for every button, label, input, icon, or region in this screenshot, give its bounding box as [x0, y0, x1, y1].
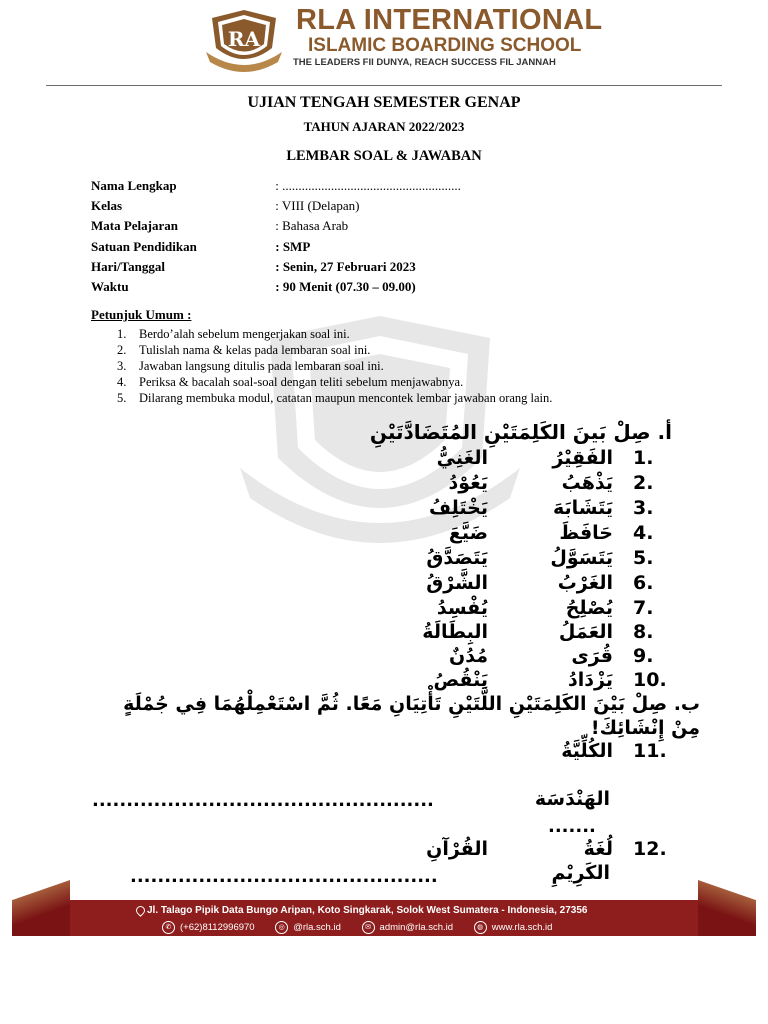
footer-website[interactable] [474, 921, 553, 934]
school-header [0, 0, 768, 90]
phone-text: (+62)8112996970 [180, 922, 255, 933]
sheet-title: LEMBAR SOAL & JAWABAN [286, 148, 482, 164]
word-left[interactable]: يَتَشَابَهَ [552, 497, 613, 519]
question-row [0, 572, 768, 597]
question-number: 8. [633, 621, 654, 643]
section-b-heading: ب. صِلْ بَيْنَ الكَلِمَتَيْنِ اللَّتَيْنِ تَأْتِيَانِ مَعًا. ثُمَّ اسْتَعْمِلْهُمَا فِي جُمْلَةٍ مِنْ إِنْشَائِكَ! [123, 693, 700, 739]
info-row-level [91, 239, 461, 259]
name-field[interactable]: : ....................................................... [275, 178, 461, 193]
info-label: Waktu [91, 278, 129, 294]
info-label: Satuan Pendidikan [91, 238, 197, 254]
question-row [0, 669, 768, 694]
word-left[interactable]: يُصْلِحُ [565, 597, 613, 619]
list-text: Berdo’alah sebelum mengerjakan soal ini. [139, 327, 350, 341]
footer-contacts [162, 921, 570, 934]
info-row-subject [91, 218, 461, 238]
school-subtitle: ISLAMIC BOARDING SCHOOL [308, 35, 582, 56]
list-text: Jawaban langsung ditulis pada lembaran soal ini. [139, 359, 384, 373]
question-number: 10. [633, 669, 667, 691]
info-label: Hari/Tanggal [91, 258, 165, 274]
school-logo-icon [204, 8, 284, 72]
instructions-title: Petunjuk Umum : [91, 307, 192, 322]
answer-line[interactable]: ....... [548, 816, 596, 837]
list-text: Dilarang membuka modul, catatan maupun mencontek lembar jawaban orang lain. [139, 391, 553, 405]
email-text: admin@rla.sch.id [379, 922, 454, 933]
word-left[interactable]: يَزْدَادُ [568, 669, 613, 691]
word-right[interactable]: يَتَصَدَّقُ [426, 547, 488, 569]
word-left[interactable]: الغَرْبُ [557, 572, 613, 594]
question-row [0, 497, 768, 522]
word-continuation[interactable]: الكَرِيْمِ [551, 862, 610, 884]
question-row [0, 522, 768, 547]
word-right[interactable]: ضَيَّعَ [448, 522, 488, 544]
info-value: : Senin, 27 Februari 2023 [275, 258, 416, 274]
question-number: 5. [633, 547, 654, 569]
question-number: 4. [633, 522, 654, 544]
footer-instagram[interactable] [275, 921, 341, 934]
page-footer [12, 880, 756, 940]
list-number: 4. [117, 375, 127, 389]
word-right[interactable]: يَعُوْدُ [448, 472, 488, 494]
list-item [117, 391, 552, 407]
info-row-date [91, 259, 461, 279]
question-number: 6. [633, 572, 654, 594]
info-row-time [91, 279, 461, 299]
info-row-class [91, 198, 461, 218]
info-row-name [91, 178, 461, 198]
answer-line[interactable]: ............................................. [130, 866, 438, 887]
school-tagline: THE LEADERS FII DUNYA, REACH SUCCESS FIL JANNAH [293, 57, 556, 68]
info-label: Kelas [91, 198, 123, 214]
question-number: 7. [633, 597, 654, 619]
phone-icon: ✆ [162, 921, 175, 934]
info-value: : VIII (Delapan) [275, 198, 360, 214]
website-text: www.rla.sch.id [491, 922, 553, 933]
footer-phone [162, 921, 255, 934]
footer-ribbon-left [12, 880, 70, 936]
info-value: : 90 Menit (07.30 – 09.00) [275, 278, 416, 294]
footer-ribbon-right [698, 880, 756, 936]
word-right[interactable]: البِطَالَةُ [422, 621, 488, 643]
question-number: 1. [633, 447, 654, 469]
list-number: 1. [117, 327, 127, 341]
list-text: Tulislah nama & kelas pada lembaran soal ini. [139, 343, 371, 357]
question-number: 2. [633, 472, 654, 494]
word-right[interactable]: يُفْسِدُ [436, 597, 488, 619]
word-left[interactable]: يَتَسَوَّلُ [550, 547, 613, 569]
info-label: Nama Lengkap [91, 178, 177, 193]
word-left[interactable]: الكُلِّيَّةُ [561, 740, 613, 762]
word-right[interactable]: يَنْقُصُ [433, 669, 488, 691]
instagram-text: @rla.sch.id [293, 922, 341, 933]
list-number: 3. [117, 359, 127, 373]
instructions-list [117, 327, 552, 407]
word-left[interactable]: قُرَى [571, 645, 613, 667]
question-row [0, 621, 768, 646]
word-right[interactable]: الشَّرْقُ [426, 572, 488, 594]
school-name: RLA INTERNATIONAL [296, 4, 603, 36]
info-label: Mata Pelajaran [91, 218, 179, 234]
question-number: 12. [633, 838, 667, 860]
instagram-icon: ◎ [275, 921, 288, 934]
section-a-heading: أ. صِلْ بَينَ الكَلِمَتَيْنِ المُتَضَادَّتَيْنِ [369, 420, 672, 444]
word-left[interactable]: لُغَةُ [583, 838, 613, 860]
question-row [0, 645, 768, 670]
header-divider [46, 85, 722, 86]
question-row [0, 597, 768, 622]
list-item [117, 327, 552, 343]
question-row [0, 472, 768, 497]
list-text: Periksa & bacalah soal-soal dengan teliti sebelum menjawabnya. [139, 375, 464, 389]
svg-text:RA: RA [227, 27, 261, 51]
info-value: : SMP [275, 238, 311, 254]
word-left[interactable]: الفَقِيْرُ [552, 447, 613, 469]
word-left[interactable]: العَمَلُ [558, 621, 613, 643]
student-info-table [91, 178, 461, 299]
word-left[interactable]: يَذْهَبُ [561, 472, 613, 494]
answer-line[interactable]: .................................................. [92, 790, 434, 811]
word-right[interactable]: القُرْآنِ [426, 838, 488, 860]
globe-icon: ◍ [474, 921, 487, 934]
list-number: 5. [117, 391, 127, 405]
question-row [0, 447, 768, 472]
email-icon: ✉ [362, 921, 375, 934]
list-item [117, 343, 552, 359]
footer-address: Jl. Talago Pipik Data Bungo Aripan, Koto Singkarak, Solok West Sumatera - Indonesia, 27356 [147, 905, 588, 916]
question-number: 11. [633, 740, 667, 762]
question-number: 3. [633, 497, 654, 519]
word-right[interactable]: مُدُنٌ [449, 645, 488, 667]
word-right[interactable]: الهَنْدَسَة [534, 788, 610, 810]
question-row [0, 547, 768, 572]
word-right[interactable]: الغَنِيُّ [436, 447, 488, 469]
exam-title: UJIAN TENGAH SEMESTER GENAP [247, 94, 521, 111]
list-number: 2. [117, 343, 127, 357]
list-item [117, 359, 552, 375]
list-item [117, 375, 552, 391]
word-right[interactable]: يَخْتَلِفُ [429, 497, 488, 519]
word-left[interactable]: حَافَظَ [559, 522, 613, 544]
footer-email[interactable] [362, 921, 454, 934]
academic-year: TAHUN AJARAN 2022/2023 [303, 119, 465, 134]
info-value: : Bahasa Arab [275, 218, 349, 234]
question-number: 9. [633, 645, 654, 667]
